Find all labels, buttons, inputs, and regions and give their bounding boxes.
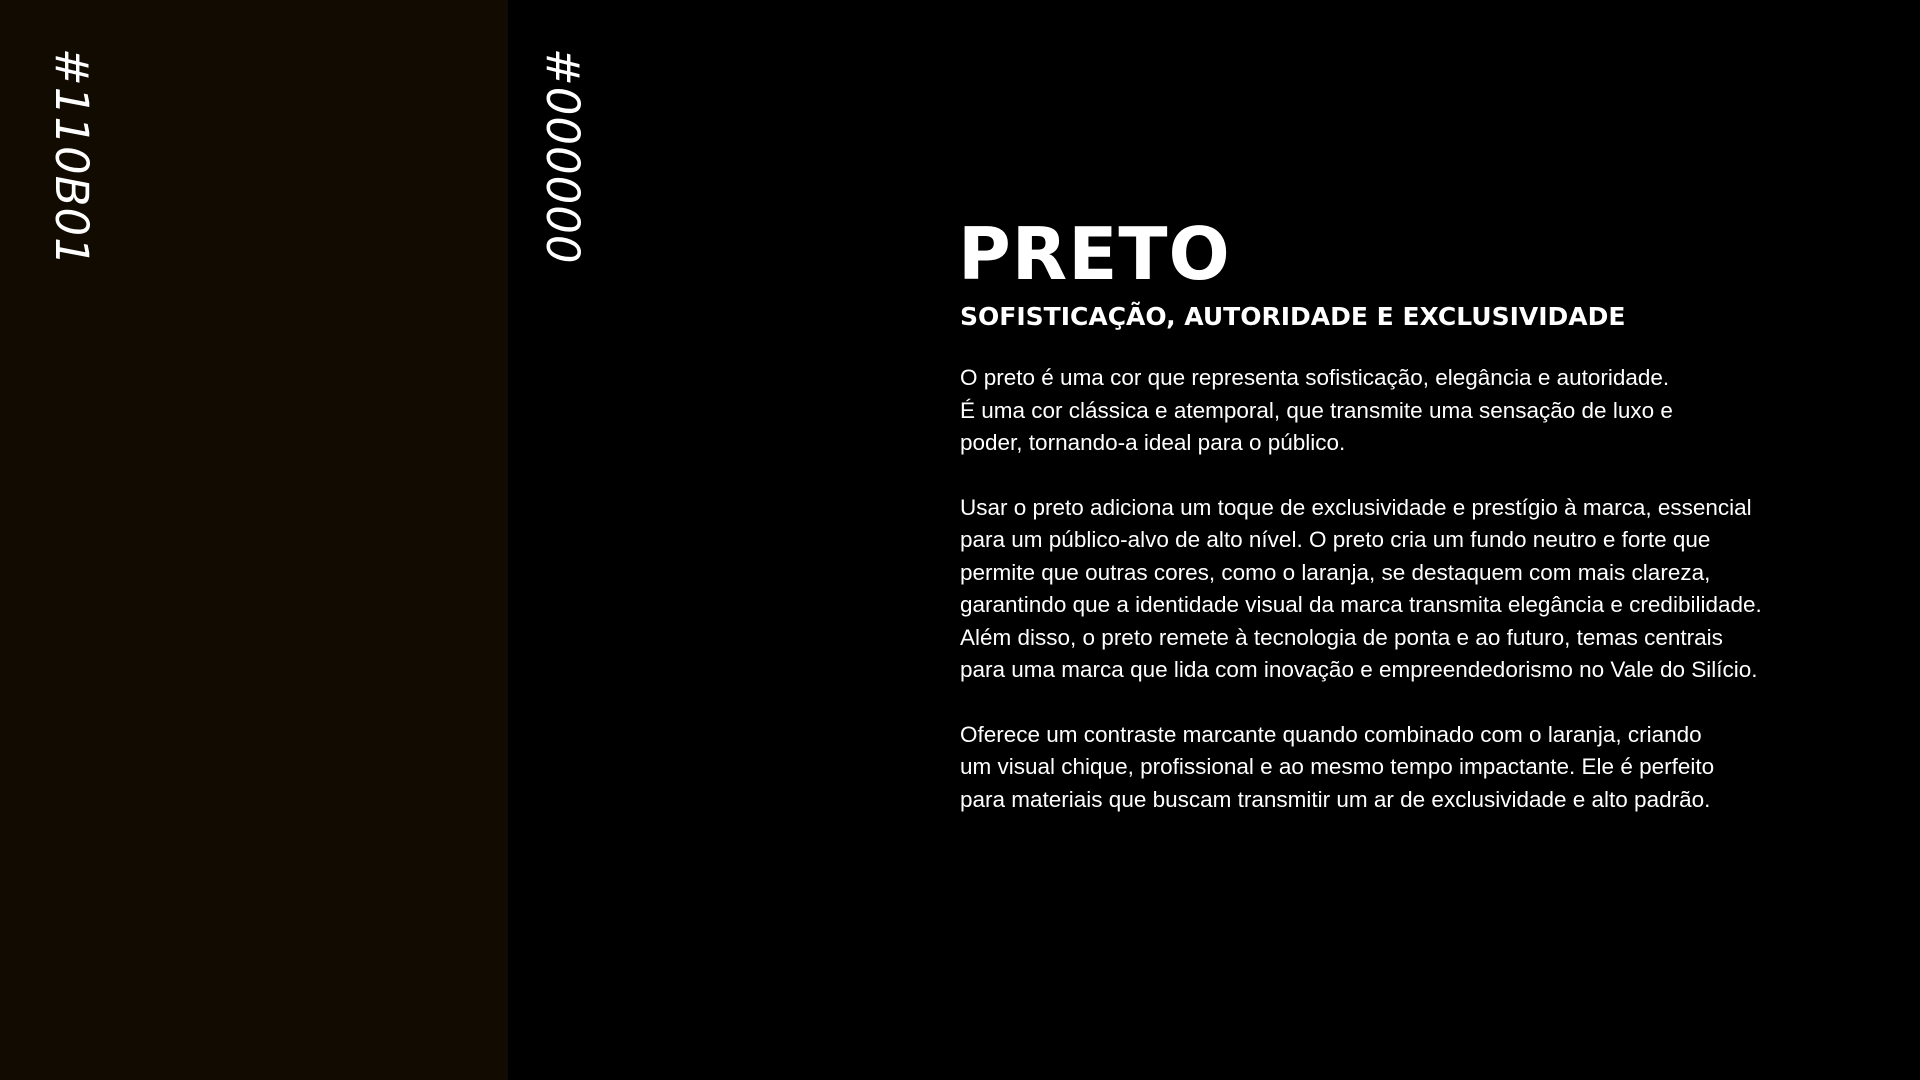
color-title: PRETO bbox=[958, 212, 1231, 296]
swatch-hex-label-black: #000000 bbox=[536, 48, 589, 265]
paragraph-line: para uma marca que lida com inovação e empreendedorismo no Vale do Silício. bbox=[960, 657, 1758, 682]
color-subtitle: SOFISTICAÇÃO, AUTORIDADE E EXCLUSIVIDADE bbox=[960, 302, 1626, 331]
paragraph-line: um visual chique, profissional e ao mesmo tempo impactante. Ele é perfeito bbox=[960, 754, 1715, 779]
swatch-hex-label-dark: #110B01 bbox=[45, 48, 98, 267]
description-block bbox=[958, 212, 1858, 848]
paragraph-line: permite que outras cores, como o laranja, se destaquem com mais clareza, bbox=[960, 559, 1711, 585]
paragraph-line: Usar o preto adiciona um toque de exclusividade e prestígio à marca, essencial bbox=[960, 494, 1752, 520]
paragraph-line: O preto é uma cor que representa sofisticação, elegância e autoridade. bbox=[960, 365, 1670, 390]
paragraph bbox=[960, 362, 1858, 460]
paragraph bbox=[960, 719, 1858, 817]
paragraph-line: Além disso, o preto remete à tecnologia de ponta e ao futuro, temas centrais bbox=[960, 624, 1723, 650]
paragraph-line: Oferece um contraste marcante quando combinado com o laranja, criando bbox=[960, 721, 1702, 747]
paragraph-line: garantindo que a identidade visual da marca transmita elegância e credibilidade. bbox=[960, 592, 1762, 617]
paragraph-line: É uma cor clássica e atemporal, que transmite uma sensação de luxo e bbox=[960, 397, 1673, 423]
paragraph-line: para um público-alvo de alto nível. O preto cria um fundo neutro e forte que bbox=[960, 527, 1711, 552]
paragraph-line: poder, tornando-a ideal para o público. bbox=[960, 430, 1346, 455]
description-body bbox=[960, 362, 1858, 816]
paragraph-line: para materiais que buscam transmitir um ar de exclusividade e alto padrão. bbox=[960, 786, 1711, 812]
paragraph bbox=[960, 492, 1858, 687]
